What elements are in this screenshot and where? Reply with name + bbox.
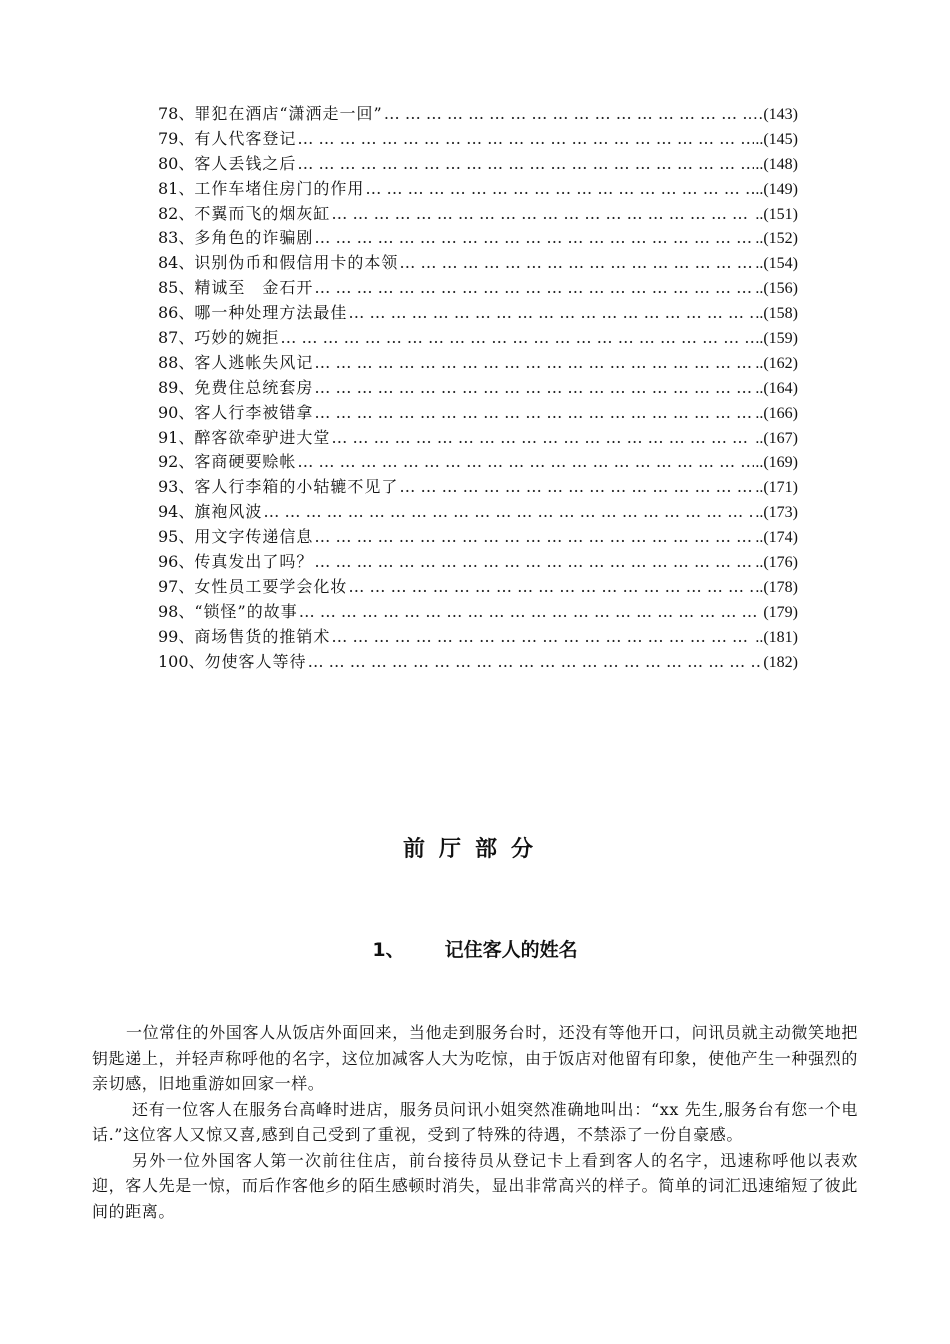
toc-leader-dots: [314, 550, 754, 575]
toc-title: 工作车堵住房门的作用: [194, 178, 365, 198]
paragraph: 还有一位客人在服务台高峰时进店，服务员问讯小姐突然准确地叫出：“xx 先生,服务台有您一个电话.”这位客人又惊又喜,感到自己受到了重视，受到了特殊的待遇，不禁添了一份自豪感。: [92, 1099, 858, 1144]
toc-number: 89、: [158, 377, 195, 397]
toc-title: 勿使客人等待: [204, 651, 307, 671]
toc-page: ..(152): [755, 230, 798, 248]
toc-leader-dots: [314, 226, 754, 251]
toc-number: 98、: [158, 601, 195, 621]
toc-page: ..(181): [755, 628, 798, 646]
toc-entry: [158, 202, 798, 227]
toc-title: 醉客欲牵驴进大堂: [194, 427, 331, 447]
toc-title: 免费住总统套房: [194, 377, 314, 397]
toc-number: 99、: [158, 626, 195, 646]
toc-page: ..(178): [755, 578, 798, 596]
toc-entry: [158, 326, 798, 351]
toc-page: ..(164): [755, 379, 798, 397]
toc-leader-dots: [314, 376, 754, 401]
toc-leader-dots: [314, 525, 754, 550]
toc-title: 旗袍风波: [194, 502, 263, 522]
chapter-number: 1、: [372, 939, 405, 961]
toc-leader-dots: [365, 177, 754, 202]
toc-number: 94、: [158, 502, 195, 522]
toc-number: 83、: [158, 228, 195, 248]
toc-entry: [158, 251, 798, 276]
toc-number: 97、: [158, 576, 195, 596]
toc-page: ..(158): [755, 305, 798, 323]
toc-number: 87、: [158, 328, 195, 348]
toc-title: “锁怪”的故事: [194, 601, 298, 621]
toc-number: 92、: [158, 452, 195, 472]
toc-page: ..(151): [755, 205, 798, 223]
toc-leader-dots: [384, 102, 747, 127]
toc-title: 商场售货的推销术: [194, 626, 331, 646]
toc-number: 100、: [158, 651, 205, 671]
toc-title: 客人逃帐失风记: [194, 352, 314, 372]
toc-number: 80、: [158, 153, 195, 173]
toc-leader-dots: [399, 475, 754, 500]
toc-title: 识别伪币和假信用卡的本领: [194, 253, 399, 273]
toc-entry: [158, 152, 798, 177]
toc-entry: [158, 127, 798, 152]
toc-leader-dots: [280, 326, 754, 351]
toc-title: 多角色的诈骗剧: [194, 228, 314, 248]
toc-entry: [158, 376, 798, 401]
toc-entry: [158, 351, 798, 376]
section-title: 前厅部分: [402, 837, 547, 862]
toc-page: ..(156): [755, 280, 798, 298]
toc-number: 95、: [158, 527, 195, 547]
toc-leader-dots: [314, 351, 754, 376]
toc-page: ..(174): [755, 529, 798, 547]
toc-entry: [158, 450, 798, 475]
toc-number: 96、: [158, 552, 195, 572]
toc-entry: [158, 426, 798, 451]
toc-leader-dots: [297, 127, 754, 152]
toc-number: 82、: [158, 203, 195, 223]
toc-leader-dots: [331, 625, 754, 650]
toc-page: ..(167): [755, 429, 798, 447]
toc-number: 84、: [158, 253, 195, 273]
toc-number: 78、: [158, 104, 195, 123]
toc-leader-dots: [299, 600, 763, 625]
toc-title: 哪一种处理方法最佳: [194, 303, 348, 323]
toc-entry: [158, 475, 798, 500]
toc-page: ..(162): [755, 354, 798, 372]
toc-entry: [158, 625, 798, 650]
paragraph: 一位常住的外国客人从饭店外面回来，当他走到服务台时，还没有等他开口，问讯员就主动微笑地把钥匙递上，并轻声称呼他的名字，这位加减客人大为吃惊，由于饭店对他留有印象，使他产生一种强烈的亲切感，旧地重游如回家一样。: [92, 1023, 858, 1093]
toc-title: 客人行李被错拿: [194, 402, 314, 422]
toc-page: ..(171): [755, 479, 798, 497]
toc-leader-dots: [348, 301, 754, 326]
toc-leader-dots: [297, 450, 754, 475]
toc-leader-dots: [331, 426, 754, 451]
toc-title: 用文字传递信息: [194, 527, 314, 547]
toc-leader-dots: [399, 251, 754, 276]
toc-title: 客人丢钱之后: [194, 153, 297, 173]
toc-title: 罪犯在酒店“潇洒走一回”: [194, 104, 383, 123]
toc-page: ..(145): [755, 130, 798, 148]
toc-entry: [158, 177, 798, 202]
toc-page: ..(173): [755, 504, 798, 522]
toc-number: 81、: [158, 178, 195, 198]
toc-title: 有人代客登记: [194, 128, 297, 148]
toc-page: ..(176): [755, 554, 798, 572]
chapter-title: 记住客人的姓名: [444, 939, 578, 961]
toc-page: ..(149): [755, 180, 798, 198]
chapter-body: [92, 1020, 858, 1224]
toc-leader-dots: [314, 401, 754, 426]
table-of-contents: [158, 102, 798, 674]
toc-number: 86、: [158, 303, 195, 323]
toc-entry: [158, 102, 798, 127]
toc-entry: [158, 550, 798, 575]
toc-leader-dots: [314, 276, 754, 301]
toc-page: ..(159): [755, 330, 798, 348]
toc-title: 精诚至 金石开: [194, 278, 314, 298]
toc-page: ..(148): [755, 155, 798, 173]
toc-page: ..(154): [755, 255, 798, 273]
toc-number: 90、: [158, 402, 195, 422]
toc-number: 88、: [158, 352, 195, 372]
toc-page: (182): [763, 653, 798, 671]
toc-title: 巧妙的婉拒: [194, 328, 280, 348]
toc-entry: [158, 500, 798, 525]
toc-entry: [158, 575, 798, 600]
toc-entry: [158, 276, 798, 301]
paragraph: 另外一位外国客人第一次前往住店，前台接待员从登记卡上看到客人的名字，迅速称呼他以表欢迎，客人先是一惊，而后作客他乡的陌生感顿时消失，显出非常高兴的样子。简单的词汇迅速缩短了彼此间的距离。: [92, 1150, 858, 1221]
toc-title: 传真发出了吗？: [194, 552, 314, 572]
toc-title: 客人行李箱的小轱辘不见了: [194, 477, 399, 497]
toc-number: 93、: [158, 477, 195, 497]
toc-entry: [158, 401, 798, 426]
toc-leader-dots: [263, 500, 754, 525]
toc-entry: [158, 600, 798, 625]
toc-leader-dots: [308, 650, 763, 675]
toc-entry: [158, 525, 798, 550]
toc-page: …(143): [747, 106, 798, 123]
toc-entry: [158, 650, 798, 675]
toc-number: 79、: [158, 128, 195, 148]
toc-title: 客商硬要赊帐: [194, 452, 297, 472]
toc-page: (179): [763, 603, 798, 621]
toc-page: ..(169): [755, 454, 798, 472]
toc-leader-dots: [348, 575, 754, 600]
toc-leader-dots: [297, 152, 754, 177]
toc-title: 不翼而飞的烟灰缸: [194, 203, 331, 223]
toc-leader-dots: [331, 202, 754, 227]
toc-entry: [158, 301, 798, 326]
toc-number: 91、: [158, 427, 195, 447]
toc-entry: [158, 226, 798, 251]
toc-page: ..(166): [755, 404, 798, 422]
toc-number: 85、: [158, 278, 195, 298]
toc-title: 女性员工要学会化妆: [194, 576, 348, 596]
chapter-heading: [0, 935, 950, 962]
